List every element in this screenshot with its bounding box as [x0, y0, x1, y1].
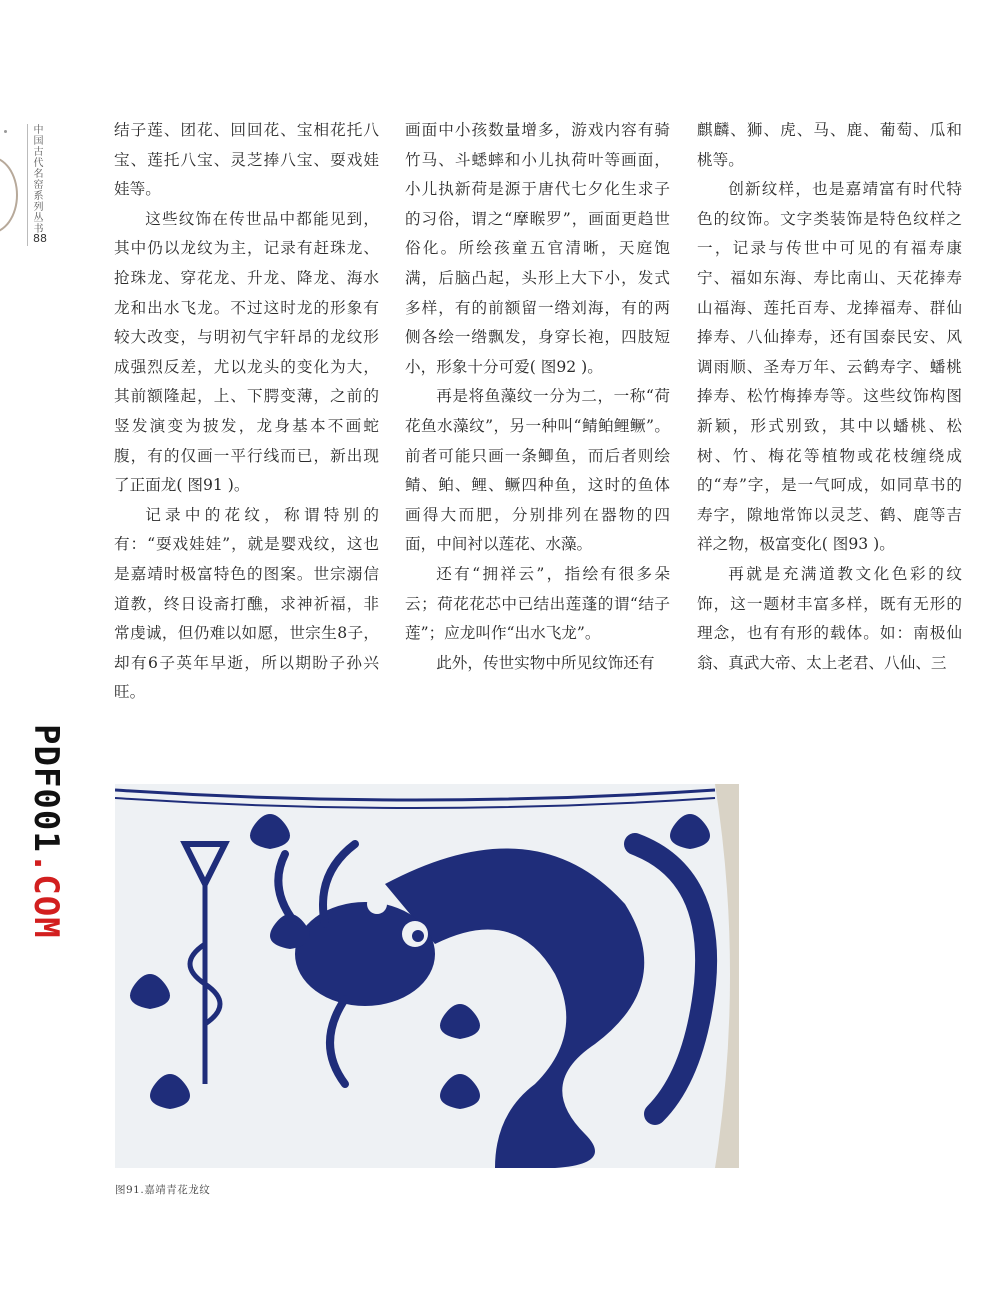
paragraph: 麒麟、狮、虎、马、鹿、葡萄、瓜和桃等。	[697, 121, 962, 169]
watermark-part-2: .COM	[26, 852, 66, 939]
paragraph: 创新纹样，也是嘉靖富有时代特色的纹饰。文字类装饰是特色纹样之一，记录与传世中可见的有福寿康宁、福如东海、寿比南山、天花捧寿山福海、莲托百寿、龙捧福寿、群仙捧寿、八仙捧寿，还有国泰民安、风调雨顺、圣寿万年、云鹤寿字、蟠桃捧寿、松竹梅捧寿等。这些纹饰构图新颖，形式别致，其中以蟠桃、松树、竹、梅花等植物或花枝缠绕成的“寿”字，是一气呵成，如同草书的寿字，隙地常饰以灵芝、鹤、鹿等吉祥之物，极富变化( 图93 )。	[697, 180, 962, 554]
series-title: 中国古代名窑系列丛书	[31, 124, 42, 234]
text-column-1	[114, 116, 379, 708]
book-spine-decoration	[0, 120, 30, 260]
paragraph: 再就是充满道教文化色彩的纹饰，这一题材丰富多样，既有无形的理念，也有有形的载体。如：南极仙翁、真武大帝、太上老君、八仙、三	[697, 564, 962, 672]
paragraph: 再是将鱼藻纹一分为二，一称“荷花鱼水藻纹”，另一种叫“鲭鲌鲤鳜”。前者可能只画一条鲫鱼，而后者则绘鲭、鲌、鲤、鳜四种鱼，这时的鱼体画得大而肥，分别排列在器物的四面，中间衬以莲花、水藻。	[405, 387, 670, 554]
figure-caption: 图91.嘉靖青花龙纹	[115, 1184, 211, 1196]
header-rule	[27, 124, 28, 246]
figure-dragon-porcelain-photo	[115, 784, 739, 1168]
paragraph: 这些纹饰在传世品中都能见到，其中仍以龙纹为主，记录有赶珠龙、抢珠龙、穿花龙、升龙、降龙、海水龙和出水飞龙。不过这时龙的形象有较大改变，与明初气宇轩昂的龙纹形成强烈反差，尤以龙头的变化为大，其前额隆起，上、下腭变薄，之前的竖发演变为披发，龙身基本不画蛇腹，有的仅画一平行线而已，新出现了正面龙( 图91 )。	[114, 209, 379, 495]
dragon-head	[295, 902, 435, 1006]
watermark-part-1: PDF001	[26, 724, 66, 853]
paragraph: 记录中的花纹，称谓特别的有：“耍戏娃娃”，就是婴戏纹，这也是嘉靖时极富特色的图案。世宗溺信道教，终日设斋打醮，求神祈福，非常虔诚，但仍难以如愿，世宗生8子，却有6子英年早逝，所以期盼子孙兴旺。	[114, 505, 379, 702]
paragraph: 结子莲、团花、回回花、宝相花托八宝、莲托八宝、灵芝捧八宝、耍戏娃娃等。	[114, 121, 379, 199]
dragon-jar-illustration	[115, 784, 739, 1168]
text-column-3	[697, 116, 962, 678]
watermark	[26, 724, 66, 939]
spine-dot	[4, 130, 7, 133]
paragraph: 此外，传世实物中所见纹饰还有	[436, 653, 655, 672]
page-number: 88	[33, 232, 47, 245]
spine-arc-ornament	[0, 156, 18, 234]
paragraph: 还有“拥祥云”，指绘有很多朵云；荷花花芯中已结出莲蓬的谓“结子莲”；应龙叫作“出水飞龙”。	[405, 564, 670, 643]
paragraph: 画面中小孩数量增多，游戏内容有骑竹马、斗蟋蟀和小儿执荷叶等画面，小儿执新荷是源于唐代七夕化生求子的习俗，谓之“摩睺罗”，画面更趋世俗化。所绘孩童五官清晰，天庭饱满，后脑凸起，头形上大下小，发式多样，有的前额留一绺刘海，有的两侧各绘一绺飘发，身穿长袍，四肢短小，形象十分可爱( 图92 )。	[405, 121, 670, 376]
text-column-2	[405, 116, 670, 678]
